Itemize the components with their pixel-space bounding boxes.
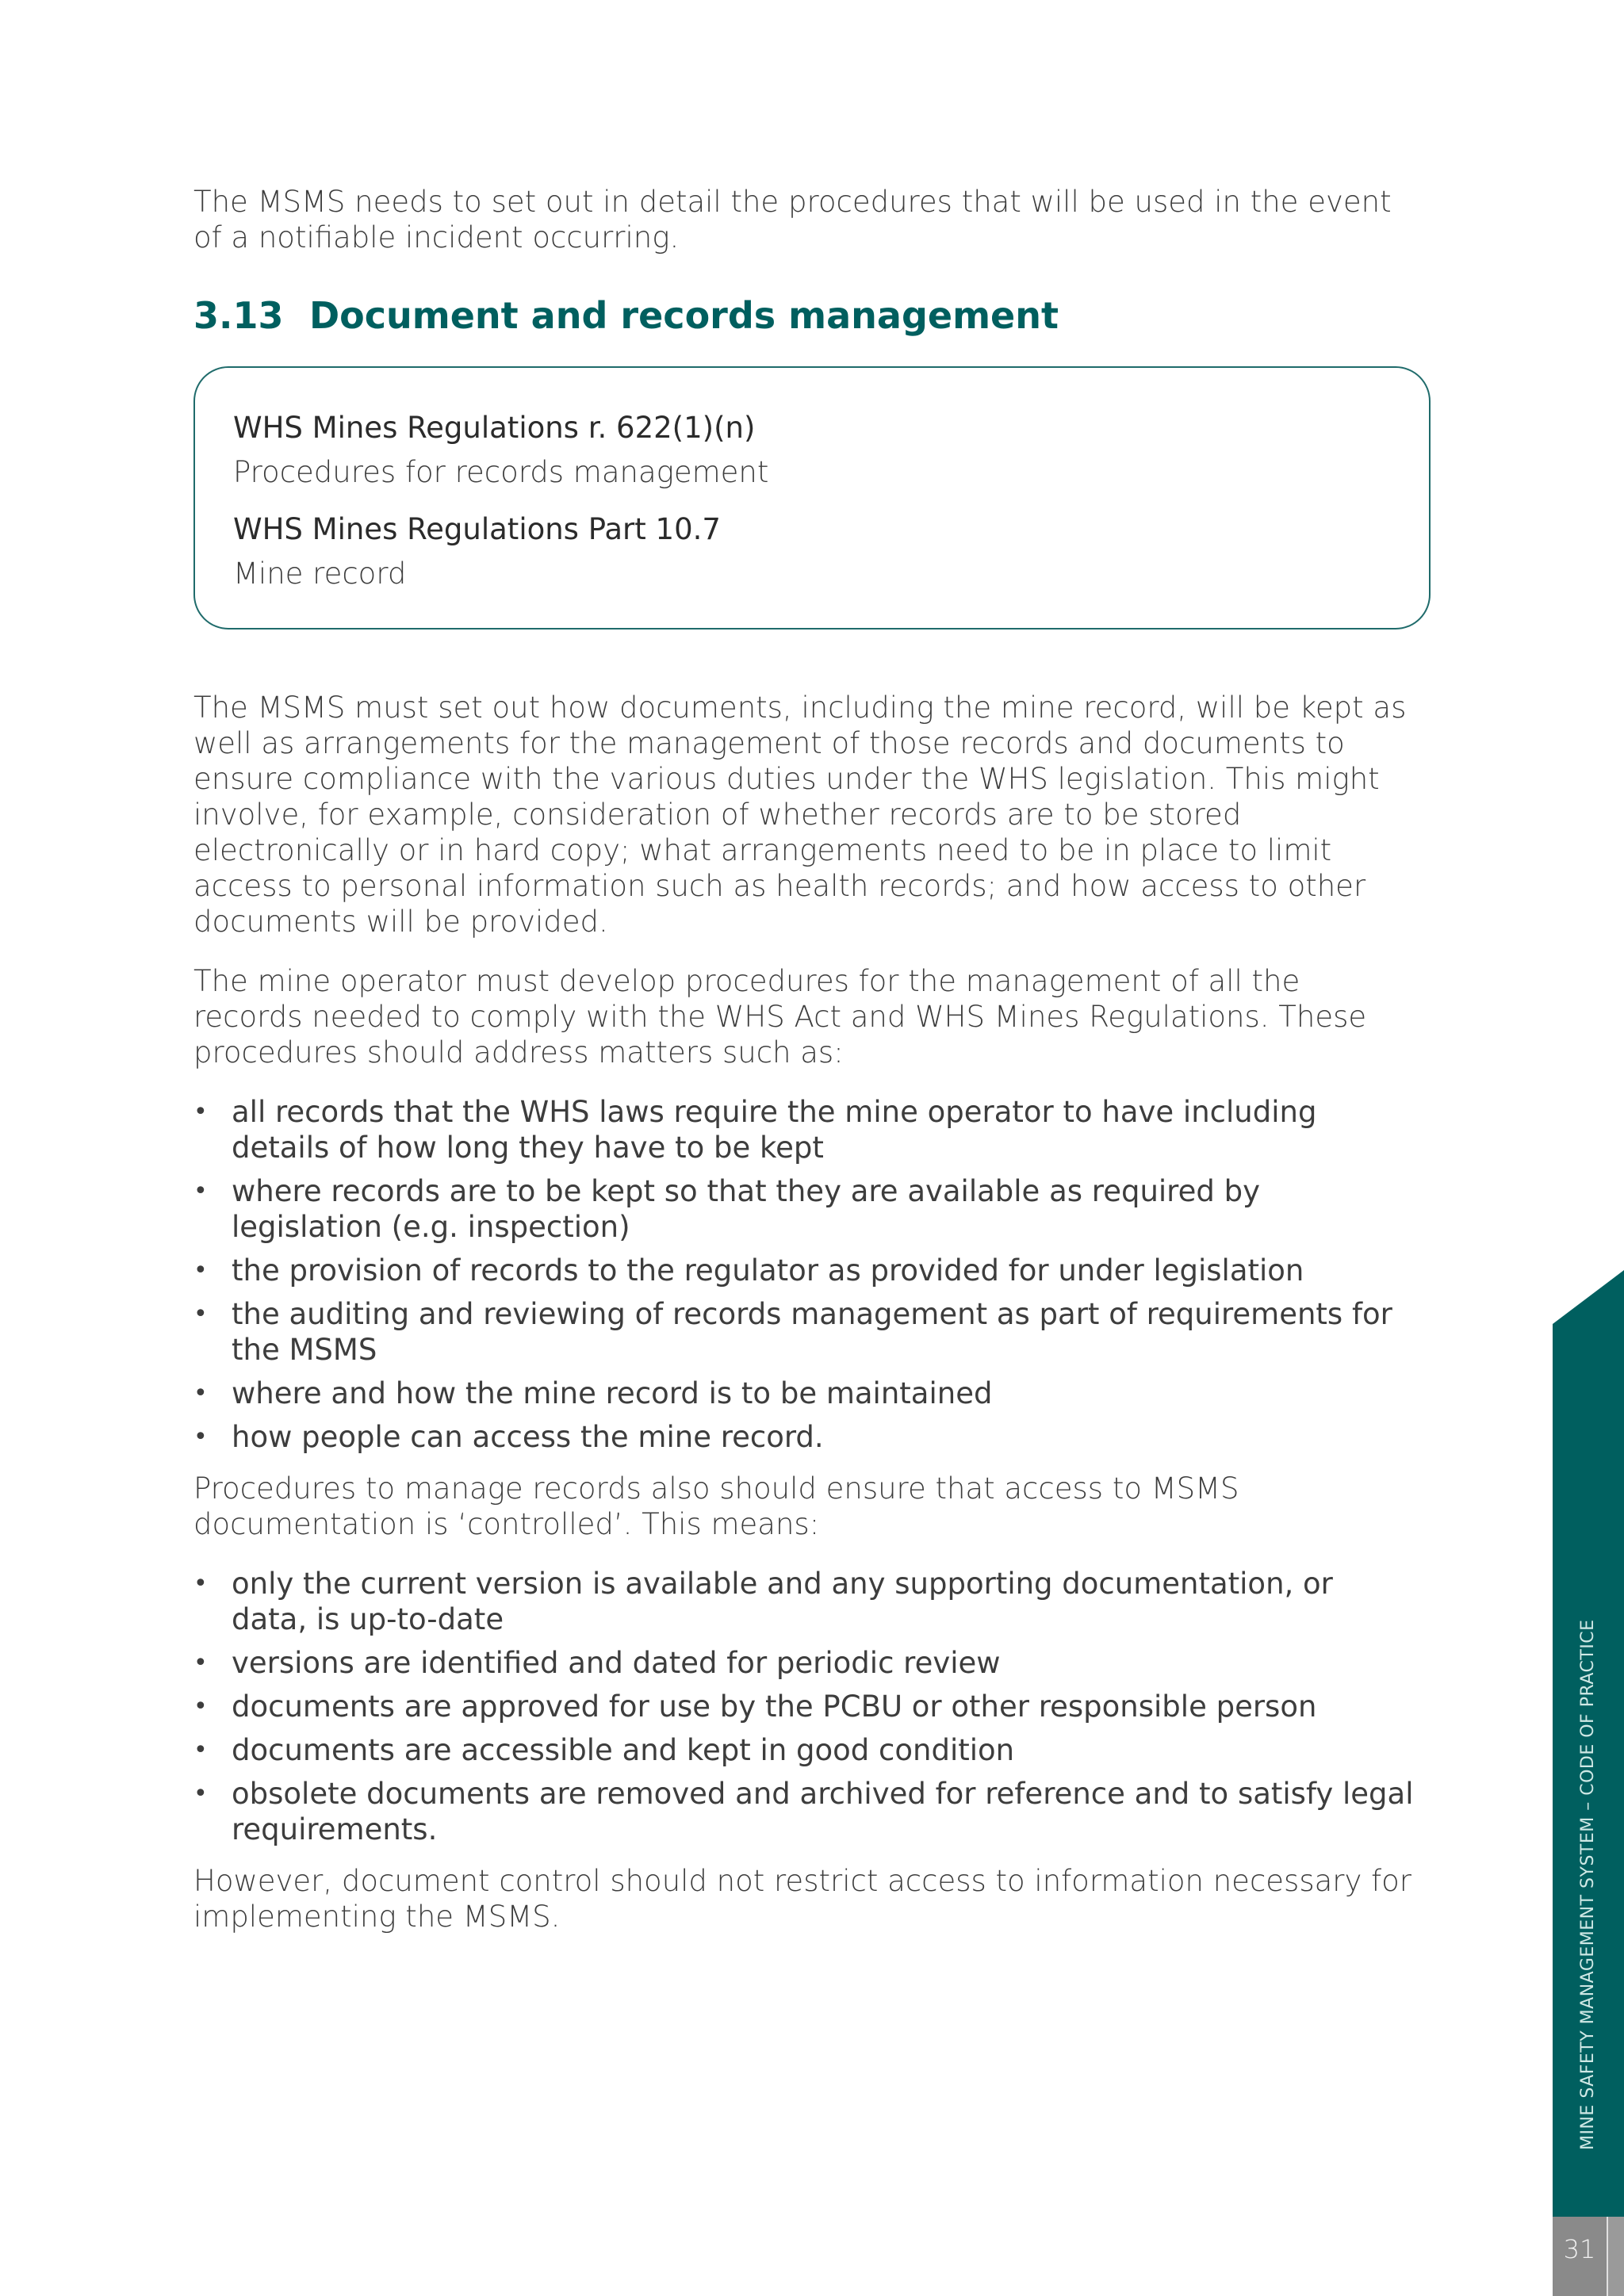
list-item: • only the current version is available and any supporting documentation, or data, is up-to-date — [193, 1567, 1333, 1636]
list-item: • how people can access the mine record. — [193, 1420, 824, 1454]
bullet-icon: • — [193, 1177, 208, 1205]
regulation-description: Procedures for records management — [233, 455, 769, 489]
intro-paragraph: The MSMS needs to set out in detail the procedures that will be used in the event of a notifiable incident occurring. — [193, 185, 1392, 254]
bullet-icon: • — [193, 1423, 208, 1451]
section-title: Document and records management — [309, 294, 1059, 337]
bullet-icon: • — [193, 1300, 208, 1328]
list-item: • all records that the WHS laws require the mine operator to have including details of how long they have to be kept — [193, 1095, 1317, 1165]
list-item: • documents are accessible and kept in good condition — [193, 1733, 1015, 1767]
list-item: • versions are identified and dated for periodic review — [193, 1646, 1001, 1680]
regulation-title: WHS Mines Regulations Part 10.7 — [233, 512, 721, 546]
list-item: • the auditing and reviewing of records management as part of requirements for the MSMS — [193, 1297, 1392, 1367]
list-item: • where records are to be kept so that they are available as required by legislation (e.g. inspection) — [193, 1174, 1260, 1244]
paragraph-procedures: The mine operator must develop procedures for the management of all the records needed to comply with the WHS Act and WHS Mines Regulations. These procedures should address matters such as: — [193, 964, 1367, 1070]
page-number-edge — [1608, 2217, 1624, 2296]
bullet-icon: • — [193, 1570, 208, 1598]
document-control-list — [193, 1566, 1415, 1847]
records-procedures-list — [193, 1094, 1415, 1455]
list-item: • the provision of records to the regulator as provided for under legislation — [193, 1253, 1304, 1288]
list-item: • documents are approved for use by the PCBU or other responsible person — [193, 1689, 1317, 1724]
page-number-box — [1553, 2217, 1607, 2296]
paragraph-document-control: Procedures to manage records also should ensure that access to MSMS documentation is ‘controlled’. This means: — [193, 1471, 1239, 1541]
bullet-icon: • — [193, 1693, 208, 1720]
regulation-item — [233, 507, 1391, 596]
regulation-description: Mine record — [233, 557, 407, 591]
bullet-icon: • — [193, 1780, 208, 1808]
bullet-icon: • — [193, 1649, 208, 1677]
document-page: The MSMS needs to set out in detail the procedures that will be used in the event of a notifiable incident occurring. 3.13 Document and records management WHS Mines Regulations r. 622(1)(n) Procedures for records management WHS Mines Regulations Part 10.7 Mine record The MSMS must set out how documents, including the mine record, will be kept as well as arrangements for the management of those records and documents to ensure compliance with the various duties under the WHS legislation. This might involve, for example, consideration of whether records are to be stored electronically or in hard copy; what arrangements need to be in place to limit access to personal information such as health records; and how access to other documents will be provided. The mine operator must develop procedures for the management of all the records needed to comply with the WHS Act and WHS Mines Regulations. These procedures should address matters such as: • all records that the WHS laws require the mine operator to have including details of how long they have to be kept • where records are to be kept so that they are available as required by legislation (e.g. inspection) • the provision of records to the regulator as provided for under legislation • the auditing and reviewing of records management as part of requirements for the MSMS • where and how the mine record is to be maintained • how people can access the mine record. Procedures to manage records also should ensure that access to MSMS documentation is ‘controlled’. This means: • only the current version is available and any supporting documentation, or data, is up-to-date • versions are identified and dated for periodic review • documents are approved for use by the PCBU or other responsible person • documents are accessible and kept in good condition • obsolete documents are removed and archived for reference and to satisfy legal requirements. However, document control should not restrict access to information necessary for implementing the MSMS. MINE SAFETY MANAGEMENT SYSTEM – CODE OF PRACTICE 31 — [0, 0, 1624, 2296]
regulation-box — [193, 366, 1431, 629]
paragraph-records-keeping: The MSMS must set out how documents, including the mine record, will be kept as well as arrangements for the management of those records and documents to ensure compliance with the various duties under the WHS legislation. This might involve, for example, consideration of whether records are to be stored electronically or in hard copy; what arrangements need to be in place to limit access to personal information such as health records; and how access to other documents will be provided. — [193, 691, 1407, 939]
section-number: 3.13 — [193, 294, 284, 337]
section-heading — [193, 293, 1415, 338]
list-item: • where and how the mine record is to be maintained — [193, 1376, 993, 1410]
list-item: • obsolete documents are removed and archived for reference and to satisfy legal requirements. — [193, 1777, 1414, 1846]
bullet-icon: • — [193, 1257, 208, 1284]
regulation-item — [233, 406, 1391, 495]
bullet-icon: • — [193, 1098, 208, 1126]
paragraph-closing: However, document control should not restrict access to information necessary for implementing the MSMS. — [193, 1864, 1412, 1934]
bullet-icon: • — [193, 1736, 208, 1764]
page-number: 31 — [1563, 2234, 1596, 2264]
bullet-icon: • — [193, 1380, 208, 1407]
page-content — [193, 184, 1415, 1934]
regulation-title: WHS Mines Regulations r. 622(1)(n) — [233, 411, 756, 445]
